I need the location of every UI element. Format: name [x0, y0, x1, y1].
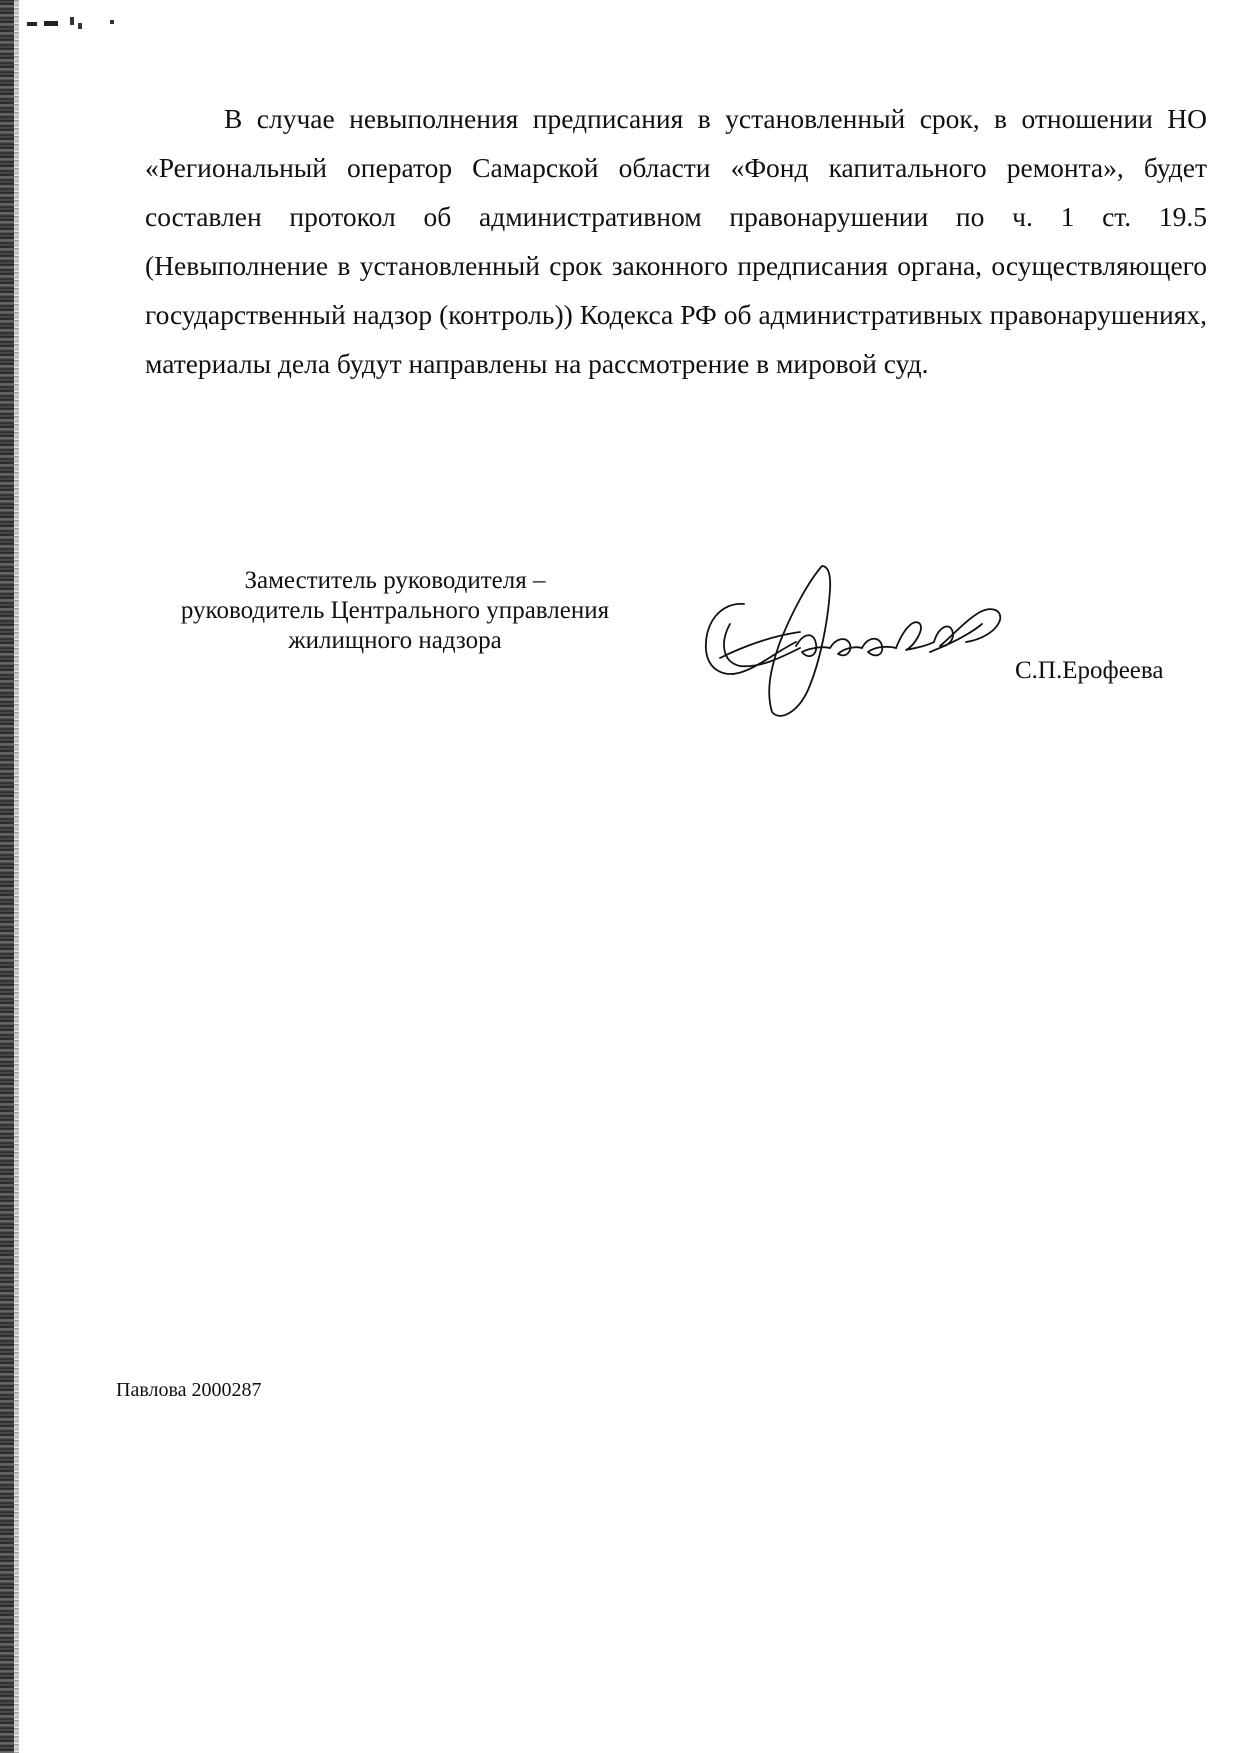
signatory-position-line-2: руководитель Центрального управления — [180, 597, 610, 624]
body-paragraph: В случае невыполнения предписания в установленный срок, в отношении НО «Региональный оператор Самарской области «Фонд капитального ремонта», будет составлен протокол об административном правонарушении по ч. 1 ст. 19.5 (Невыполнение в установленный срок законного предписания органа, осуществляющего государственный надзор (контроль)) Кодекса РФ об административных правонарушениях, материалы дела будут направлены на рассмотрение в мировой суд. — [145, 103, 1207, 379]
signatory-name: С.П.Ерофеева — [1015, 657, 1164, 684]
scan-left-edge-shadow — [14, 0, 19, 1753]
signatory-position — [130, 566, 660, 656]
signatory-position-line-1: Заместитель руководителя – — [244, 567, 546, 594]
signatory-position-line-3: жилищного надзора — [288, 627, 502, 654]
scan-left-edge — [0, 0, 14, 1753]
handwritten-signature — [700, 562, 1060, 722]
executor-note: Павлова 2000287 — [116, 1379, 262, 1401]
scan-specks — [22, 8, 132, 38]
